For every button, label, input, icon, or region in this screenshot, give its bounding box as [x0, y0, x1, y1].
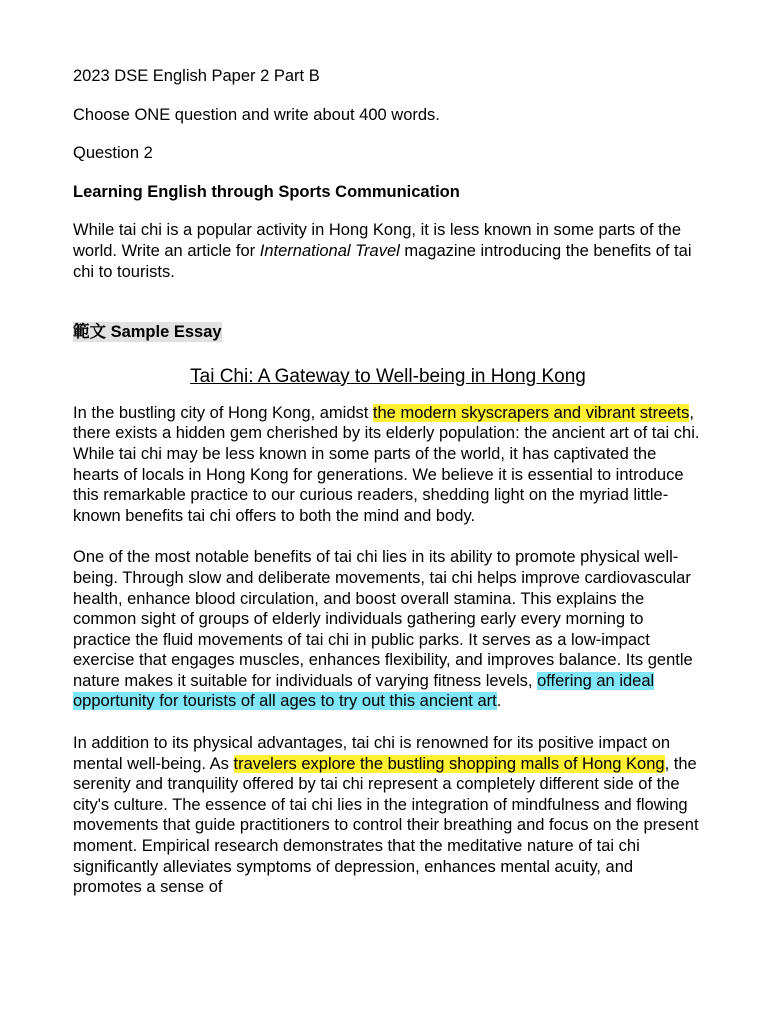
- paragraph-1-text-a: In the bustling city of Hong Kong, amidst: [73, 403, 373, 422]
- sample-essay-label-line: [73, 322, 703, 343]
- question-topic: Learning English through Sports Communication: [73, 182, 460, 201]
- essay-paragraph-1: [73, 403, 703, 527]
- instruction-text: Choose ONE question and write about 400 words.: [73, 105, 440, 124]
- paragraph-3-text-b: , the serenity and tranquility offered by tai chi represent a completely different side of the city's culture. The essence of tai chi lies in the integration of mindfulness and flowing movements that guide practitioners to control their breathing and focus on the present moment. Empirical research demonstrates that the meditative nature of tai chi significantly alleviates symptoms of depression, enhances mental acuity, and promotes a sense of: [73, 754, 699, 897]
- essay-paragraph-2: [73, 547, 703, 712]
- question-number: Question 2: [73, 144, 153, 163]
- prompt-text-1: While tai chi is a popular activity in Hong Kong, it is less known in some parts of the world. Write an article for: [73, 221, 682, 260]
- essay-title: Tai Chi: A Gateway to Well-being in Hong Kong: [190, 365, 586, 387]
- prompt-text-2: magazine introducing the benefits of tai chi to tourists.: [73, 241, 692, 281]
- paragraph-3-text-a: In addition to its physical advantages, tai chi is renowned for its positive impact on mental well-being. As: [73, 734, 671, 773]
- paragraph-2-text-b: .: [496, 692, 502, 711]
- magazine-name: International Travel: [259, 241, 400, 260]
- exam-header: 2023 DSE English Paper 2 Part B: [73, 67, 320, 85]
- paragraph-2-text-a: One of the most notable benefits of tai chi lies in its ability to promote physical well-being. Through slow and deliberate movements, tai chi helps improve cardiovascular health, enhance blood circulation, and boost overall stamina. This explains the common sight of groups of elderly individuals gathering early every morning to practice the fluid movements of tai chi in public parks. It serves as a low-impact exercise that engages muscles, enhances flexibility, and improves balance. Its gentle nature makes it suitable for individuals of varying fitness levels,: [73, 548, 693, 690]
- sample-essay-label: 範文 Sample Essay: [73, 323, 222, 342]
- essay-paragraph-3: [73, 733, 703, 898]
- question-prompt: [73, 220, 703, 282]
- paragraph-3-highlight: travelers explore the bustling shopping malls of Hong Kong: [233, 754, 665, 773]
- paragraph-1-text-b: , there exists a hidden gem cherished by its elderly population: the ancient art of tai chi. While tai chi may be less known in some parts of the world, it has captivated the hearts of locals in Hong Kong for generations. We believe it is essential to introduce this remarkable practice to our curious readers, shedding light on the myriad little-known benefits tai chi offers to both the mind and body.: [73, 403, 700, 525]
- paragraph-2-highlight: offering an ideal opportunity for tourists of all ages to try out this ancient art: [73, 671, 655, 711]
- document-body: [73, 66, 703, 898]
- paragraph-1-highlight: the modern skyscrapers and vibrant streets: [372, 403, 690, 422]
